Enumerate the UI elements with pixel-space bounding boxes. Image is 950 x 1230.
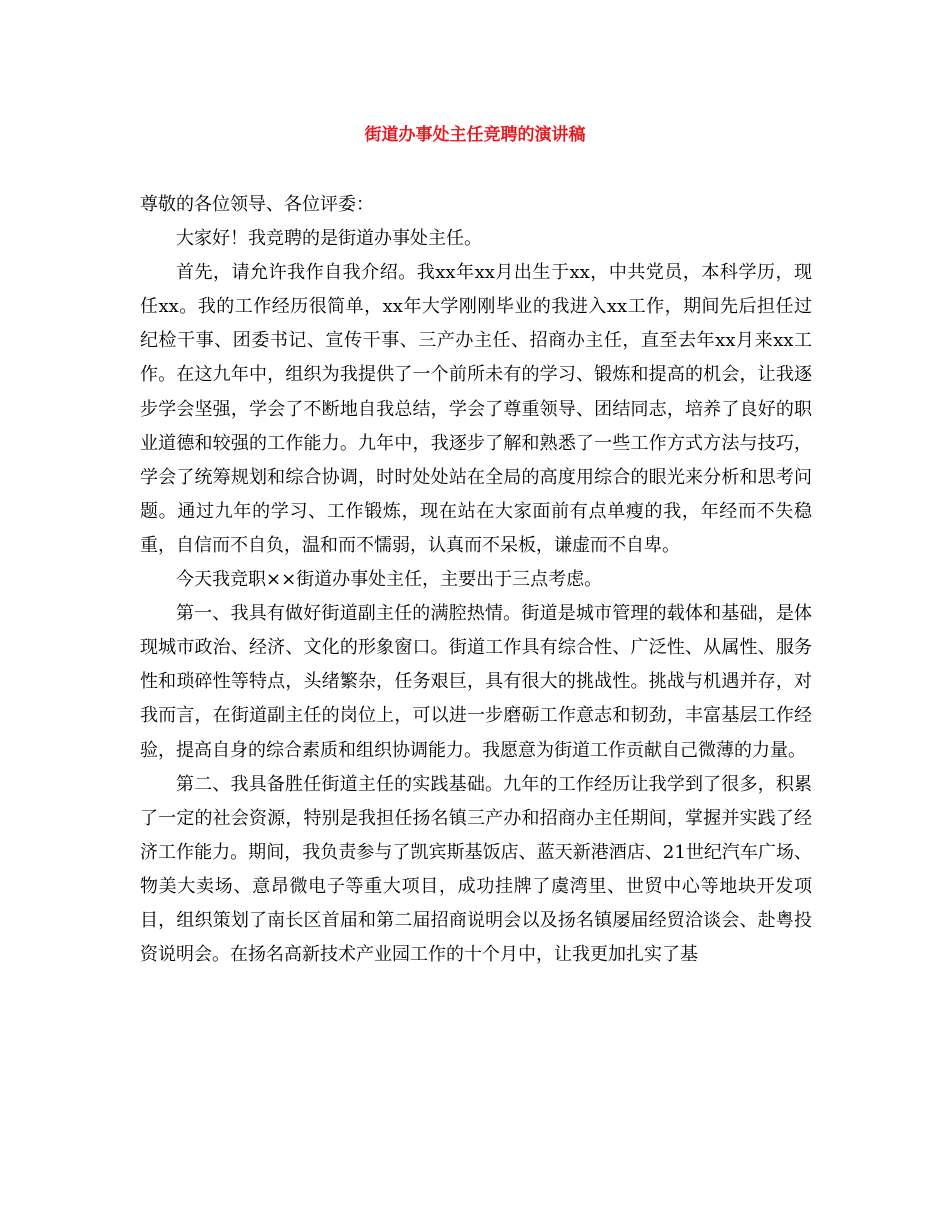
paragraph-self-introduction: 首先，请允许我作自我介绍。我xx年xx月出生于xx，中共党员，本科学历，现任xx。我的工作经历很简单，xx年大学刚刚毕业的我进入xx工作，期间先后担任过纪检干事、团委书记、宣传干事、三产办主任、招商办主任，直至去年xx月来xx工作。在这九年中，组织为我提供了一个前所未有的学习、锻炼和提高的机会，让我逐步学会坚强，学会了不断地自我总结，学会了尊重领导、团结同志，培养了良好的职业道德和较强的工作能力。九年中，我逐步了解和熟悉了一些工作方式方法与技巧，学会了统筹规划和综合协调，时时处处站在全局的高度用综合的眼光来分析和思考问题。通过九年的学习、工作锻炼，现在站在大家面前有点单瘦的我，年经而不失稳重，自信而不自负，温和而不懦弱，认真而不呆板，谦虚而不自卑。 xyxy=(140,262,812,556)
paragraph-motivation: 今天我竞职××街道办事处主任，主要出于三点考虑。 xyxy=(176,569,603,591)
paragraph-point-two: 第二、我具备胜任街道主任的实践基础。九年的工作经历让我学到了很多，积累了一定的社会资源，特别是我担任扬名镇三产办和招商办主任期间，掌握并实践了经济工作能力。期间，我负责参与了凯宾斯基饭店、蓝天新港酒店、21世纪汽车广场、物美大卖场、意昂微电子等重大项目，成功挂牌了虞湾里、世贸中心等地块开发项目，组织策划了南长区首届和第二届招商说明会以及扬名镇屡届经贸洽谈会、赴粤投资说明会。在扬名高新技术产业园工作的十个月中，让我更加扎实了基 xyxy=(140,773,812,966)
salutation: 尊敬的各位领导、各位评委： xyxy=(140,194,374,215)
document-title: 街道办事处主任竞聘的演讲稿 xyxy=(364,125,586,145)
paragraph-greeting: 大家好！我竞聘的是街道办事处主任。 xyxy=(176,228,482,250)
document-body xyxy=(140,188,812,972)
paragraph-point-one: 第一、我具有做好街道副主任的满腔热情。街道是城市管理的载体和基础，是体现城市政治、经济、文化的形象窗口。街道工作具有综合性、广泛性、从属性、服务性和琐碎性等特点，头绪繁杂，任务艰巨，具有很大的挑战性。挑战与机遇并存，对我而言，在街道副主任的岗位上，可以进一步磨砺工作意志和韧劲，丰富基层工作经验，提高自身的综合素质和组织协调能力。我愿意为街道工作贡献自己微薄的力量。 xyxy=(140,603,812,761)
